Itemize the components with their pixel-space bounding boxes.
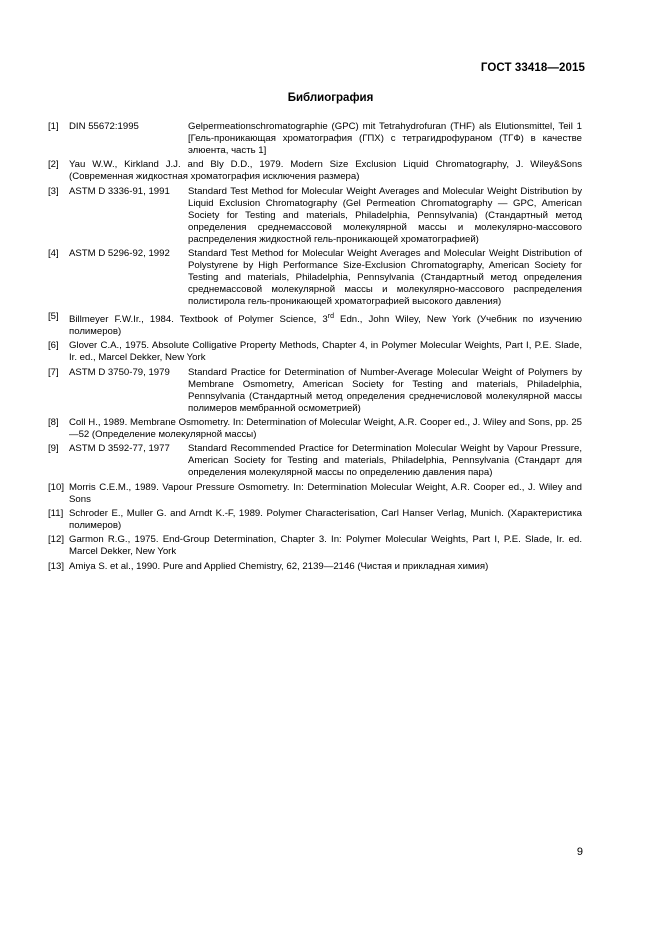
- ordinal-superscript: rd: [327, 312, 334, 320]
- reference-standard-code: ASTM D 3750-79, 1979: [69, 366, 170, 378]
- reference-number: [3]: [48, 185, 59, 197]
- reference-text: Gelpermeationschromatographie (GPC) mit Tetrahydrofuran (THF) als Elutionsmittel, Teil 1 [Гель-проникающая хроматография (ГПХ) с тетрагидрофураном (ТГФ) в качестве элюента, часть 1]: [188, 121, 582, 156]
- reference-text: Standard Test Method for Molecular Weight Averages and Molecular Weight Distribution by Liquid Exclusion Chromatography (Gel Permeation Chromatography — GPC, American Society for Testing and materials, Philadelphia, Pennsylvania) (Стандартный метод определения среднемассовой молекулярной массы и молекулярно-массового распределения жидкостной гель-проникающей хроматографией): [188, 185, 582, 245]
- reference-standard-code: DIN 55672:1995: [69, 121, 139, 132]
- reference-number: [8]: [48, 416, 59, 428]
- reference-number: [1]: [48, 121, 59, 132]
- reference-item: [48, 508, 582, 532]
- reference-text: Coll H., 1989. Membrane Osmometry. In: Determination of Molecular Weight, A.R. Cooper ed., J. Wiley and Sons, pp. 25—52 (Определение молекулярной массы): [69, 416, 582, 440]
- reference-item: [48, 121, 582, 157]
- reference-text: Garmon R.G., 1975. End-Group Determination, Chapter 3. In: Polymer Molecular Weights, Part I, P.E. Slade, Ir. ed. Marcel Dekker, New York: [69, 534, 582, 558]
- reference-text: Standard Recommended Practice for Determination Molecular Weight by Vapour Pressure, American Society for Testing and materials, Philadelphia, Pennsylvania (Стандарт для определения молекулярной массы по определению давления пара): [188, 443, 582, 479]
- reference-number: [11]: [48, 508, 64, 520]
- reference-item: [48, 248, 582, 308]
- reference-item: [48, 417, 582, 441]
- reference-text-part: Billmeyer F.W.Ir., 1984. Textbook of Polymer Science, 3: [69, 313, 328, 325]
- reference-number: [7]: [48, 366, 59, 378]
- page-number: 9: [576, 846, 583, 858]
- reference-text: Schroder E., Muller G. and Arndt K.-F, 1989. Polymer Characterisation, Carl Hanser Verlag, Munich. (Характеристика полимеров): [69, 508, 582, 532]
- reference-item: [48, 443, 582, 479]
- reference-standard-code: ASTM D 3336-91, 1991: [69, 185, 170, 197]
- reference-item: [48, 159, 582, 183]
- reference-text: Amiya S. et al., 1990. Pure and Applied Chemistry, 62, 2139—2146 (Чистая и прикладная химия): [69, 560, 489, 572]
- reference-item: [48, 482, 582, 506]
- reference-text: Standard Test Method for Molecular Weight Averages and Molecular Weight Distribution of Polystyrene by High Performance Size-Exclusion Chromatography, American Society for Testing and materials, Philadelphia, Pennsylvania (Стандартный метод определения среднемассовой молекулярной массы и молекулярно-массового распределения полистирола гель-проникающей хроматографией высокого давления): [188, 248, 582, 308]
- reference-text: Standard Practice for Determination of Number-Average Molecular Weight of Polymers by Membrane Osmometry, American Society for Testing and materials, Philadelphia, Pennsylvania (Стандартный метод определения среднечисловой молекулярной массы полимеров мембранной осмометрией): [188, 366, 582, 414]
- reference-number: [5]: [48, 310, 59, 322]
- reference-number: [6]: [48, 340, 59, 352]
- reference-standard-code: ASTM D 3592-77, 1977: [69, 443, 170, 455]
- reference-item: [48, 186, 582, 246]
- reference-number: [13]: [48, 560, 65, 572]
- reference-number: [9]: [48, 443, 59, 455]
- bibliography-list: [48, 121, 582, 575]
- reference-standard-code: ASTM D 5296-92, 1992: [69, 248, 170, 260]
- reference-number: [4]: [48, 248, 59, 260]
- document-code: ГОСТ 33418—2015: [480, 62, 585, 74]
- reference-number: [12]: [48, 534, 65, 546]
- page-title: Библиография: [287, 92, 374, 104]
- reference-text: [69, 311, 582, 338]
- reference-text-part: Edn., John Wiley, New York (Учебник по изучению полимеров): [69, 313, 582, 337]
- reference-item: [48, 561, 582, 573]
- reference-text: Glover C.A., 1975. Absolute Colligative Property Methods, Chapter 4, in Polymer Molecular Weights, Part I, P.E. Slade, Ir. ed., Marcel Dekker, New York: [69, 340, 582, 364]
- reference-text: Morris C.E.M., 1989. Vapour Pressure Osmometry. In: Determination Molecular Weight, A.R. Cooper ed., J. Wiley and Sons: [69, 481, 582, 505]
- reference-number: [10]: [48, 481, 65, 493]
- reference-item: [48, 367, 582, 415]
- reference-item: [48, 311, 582, 338]
- reference-item: [48, 340, 582, 364]
- reference-number: [2]: [48, 159, 59, 171]
- reference-item: [48, 534, 582, 558]
- reference-text: Yau W.W., Kirkland J.J. and Bly D.D., 1979. Modern Size Exclusion Liquid Chromatography, J. Wiley&Sons (Современная жидкостная хроматография исключения размера): [69, 159, 582, 183]
